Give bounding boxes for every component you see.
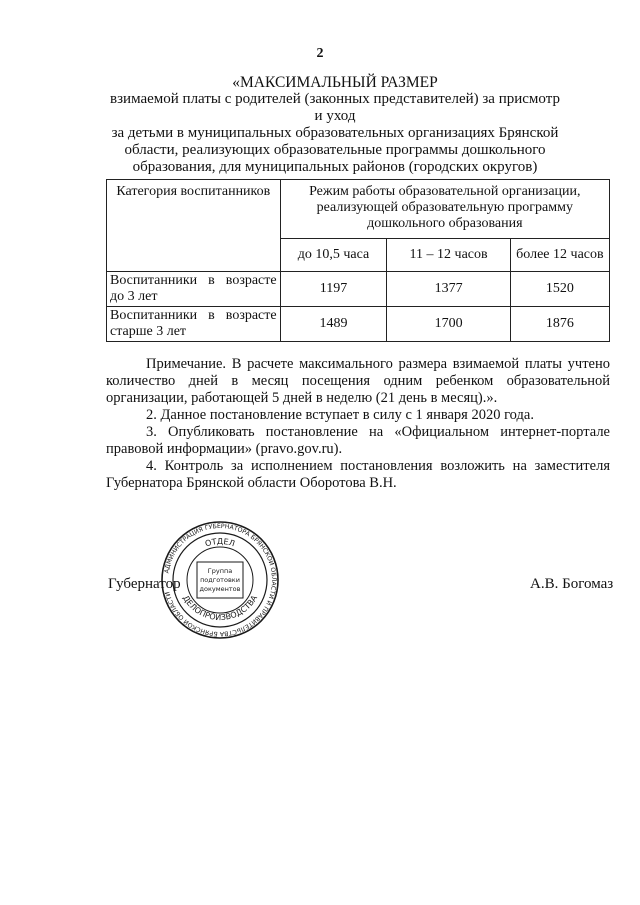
category-header: Категория воспитанников	[107, 180, 281, 272]
document-heading	[105, 74, 565, 176]
table-cell: 1377	[387, 272, 510, 307]
note-paragraph: Примечание. В расчете максимального размера взимаемой платы учтено количество дней в месяц посещения одним ребенком образовательной организации, работающей 5 дней в неделю (21 день в месяц).».	[106, 356, 610, 406]
row-label: Воспитанники в возрасте старше 3 лет	[107, 307, 281, 342]
column-header: до 10,5 часа	[280, 239, 387, 272]
svg-text:Группа: Группа	[207, 567, 233, 575]
table-cell: 1489	[280, 307, 387, 342]
heading-line: за детьми в муниципальных образовательных организациях Брянской	[111, 125, 559, 141]
body-text	[106, 356, 610, 492]
table-cell: 1876	[510, 307, 609, 342]
svg-text:ОТДЕЛ: ОТДЕЛ	[204, 536, 236, 549]
row-label: Воспитанники в возрасте до 3 лет	[107, 272, 281, 307]
mode-header: Режим работы образовательной организации, реализующей образовательную программу дошкольного образования	[280, 180, 609, 239]
heading-line: образования, для муниципальных районов (городских округов)	[132, 159, 538, 175]
heading-line: взимаемой платы с родителей (законных представителей) за присмотр и уход	[110, 91, 560, 124]
signature-position: Губернатор	[108, 576, 181, 592]
svg-text:ДЕЛОПРОИЗВОДСТВА: ДЕЛОПРОИЗВОДСТВА	[180, 593, 260, 623]
column-header: более 12 часов	[510, 239, 609, 272]
column-header: 11 – 12 часов	[387, 239, 510, 272]
fee-table	[106, 179, 610, 342]
svg-text:документов: документов	[199, 585, 241, 593]
paragraph-4: 4. Контроль за исполнением постановления возложить на заместителя Губернатора Брянской области Оборотова В.Н.	[106, 458, 610, 491]
svg-text:АДМИНИСТРАЦИЯ ГУБЕРНАТОРА БРЯН: АДМИНИСТРАЦИЯ ГУБЕРНАТОРА БРЯНСКОЙ ОБЛАСТИ И ПРАВИТЕЛЬСТВА БРЯНСКОЙ ОБЛАСТИ	[163, 522, 278, 638]
paragraph-2: 2. Данное постановление вступает в силу с 1 января 2020 года.	[146, 407, 534, 423]
svg-text:подготовки: подготовки	[200, 576, 240, 584]
signature-name: А.В. Богомаз	[530, 576, 614, 592]
table-cell: 1197	[280, 272, 387, 307]
table-row	[107, 307, 610, 342]
table-row	[107, 272, 610, 307]
table-cell: 1520	[510, 272, 609, 307]
heading-title: «МАКСИМАЛЬНЫЙ РАЗМЕР	[232, 74, 438, 91]
page-number: 2	[316, 46, 324, 61]
paragraph-3: 3. Опубликовать постановление на «Официальном интернет-портале правовой информации» (pravo.gov.ru).	[106, 424, 610, 457]
heading-line: области, реализующих образовательные программы дошкольного	[124, 142, 546, 158]
table-cell: 1700	[387, 307, 510, 342]
